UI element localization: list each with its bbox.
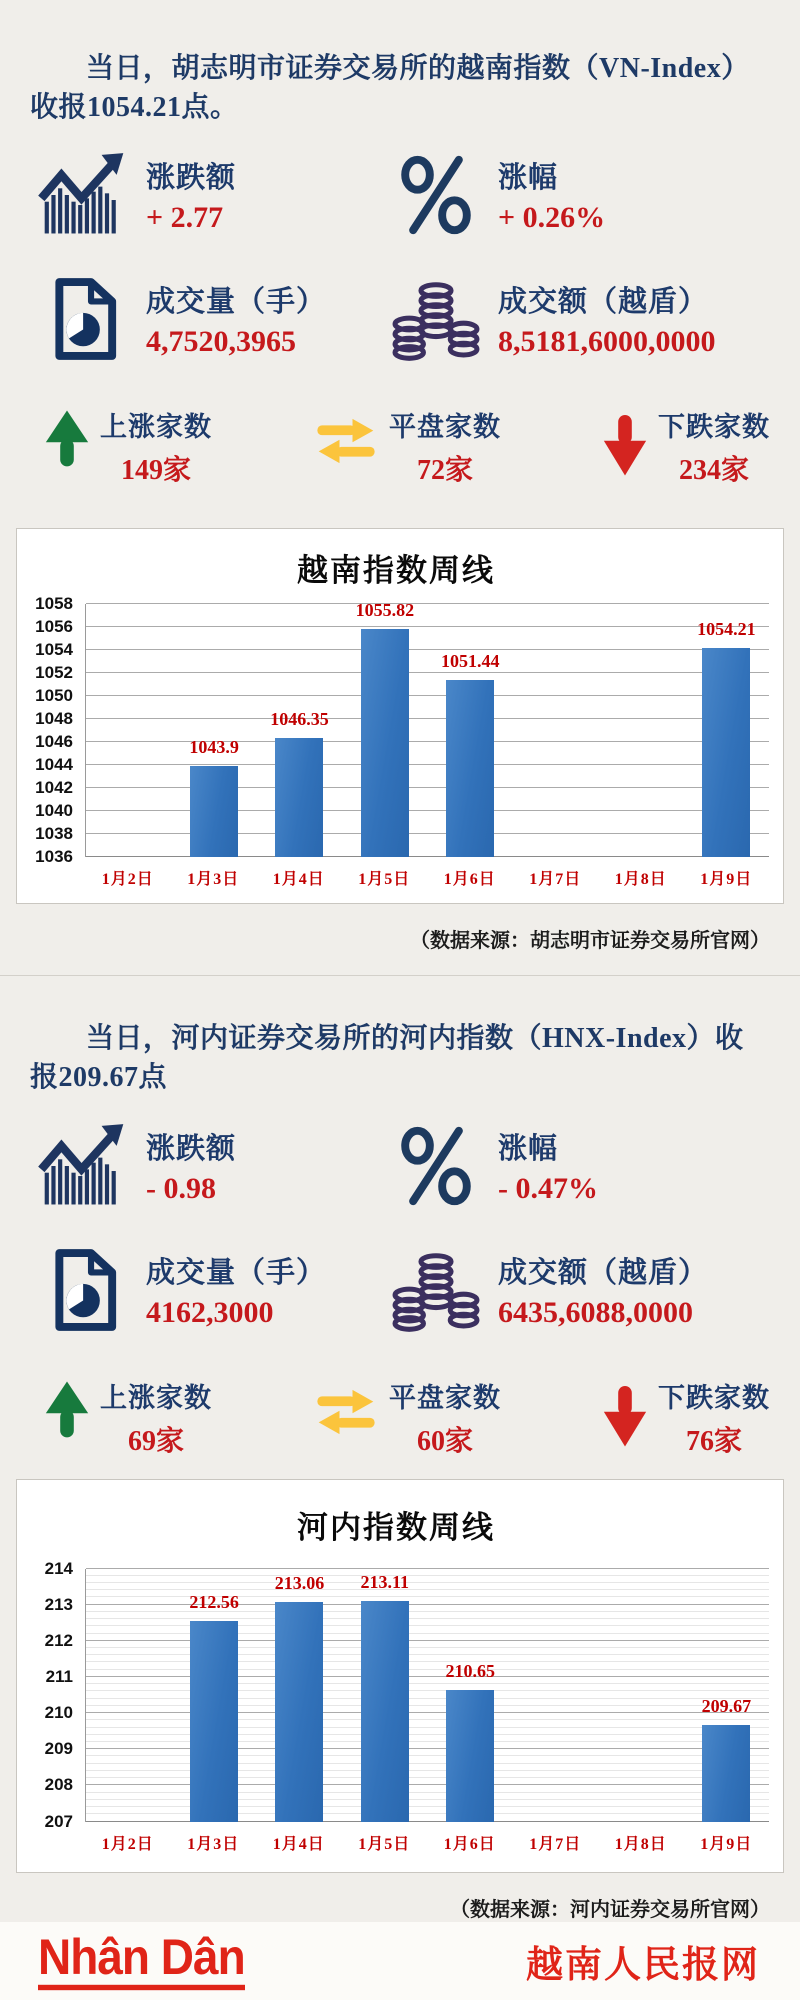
stat-value: 4,7520,3965 <box>146 325 296 359</box>
stat-change-amount <box>38 1122 390 1210</box>
bar <box>446 680 494 858</box>
bar-slot <box>598 1569 683 1822</box>
stat-volume <box>38 275 390 363</box>
y-tick-label: 1058 <box>35 594 73 614</box>
x-tick-label: 1月6日 <box>443 1835 496 1853</box>
down-arrow-icon <box>602 409 648 482</box>
y-tick-label: 212 <box>44 1630 73 1650</box>
bar-slot <box>513 1569 598 1822</box>
x-tick-label: 1月9日 <box>700 1835 753 1853</box>
x-tick-label: 1月4日 <box>272 871 325 889</box>
site-name: 越南人民报网 <box>526 1943 760 1985</box>
y-tick-label: 1054 <box>35 640 73 660</box>
bar-slot <box>342 1569 427 1822</box>
stat-label: 成交量（手） <box>146 286 327 319</box>
y-tick-label: 1040 <box>35 801 73 821</box>
bar <box>275 1602 323 1821</box>
bar-value-label: 213.11 <box>360 1571 410 1592</box>
document-pie-icon <box>38 1246 130 1334</box>
bar-value-label: 210.65 <box>445 1660 495 1681</box>
bar <box>190 766 238 857</box>
bar-value-label: 209.67 <box>701 1696 752 1716</box>
bar-slot <box>513 604 598 857</box>
bar-value-label: 213.06 <box>274 1573 325 1594</box>
bar-value-label: 212.56 <box>189 1591 239 1612</box>
chart-title: 河内指数周线 <box>297 1509 495 1545</box>
y-tick-label: 1052 <box>35 663 73 683</box>
y-tick-label: 211 <box>45 1666 73 1686</box>
breadth-label: 下跌家数 <box>658 412 770 443</box>
x-tick-label: 1月5日 <box>358 1835 411 1853</box>
bar-value-label: 1055.82 <box>355 600 415 621</box>
nhan-dan-logo: Nhân Dân <box>38 1931 245 1991</box>
bar <box>446 1690 494 1822</box>
hnx-index-weekly-chart <box>16 1479 784 1873</box>
bar-slot <box>342 600 427 857</box>
advancers <box>44 1376 212 1459</box>
stat-label: 成交量（手） <box>146 1256 327 1289</box>
down-arrow-icon <box>602 1380 648 1453</box>
x-tick-label: 1月2日 <box>101 871 154 889</box>
x-tick-label: 1月8日 <box>614 871 667 889</box>
stat-change-percent <box>390 1122 760 1210</box>
x-tick-label: 1月3日 <box>187 871 240 889</box>
chart-plot-area <box>85 1569 769 1822</box>
hnx-index-breadth <box>44 1376 770 1459</box>
hnx-index-source: （数据来源：河内证券交易所官网） <box>450 1898 770 1921</box>
unchanged <box>313 1376 501 1459</box>
breadth-label: 下跌家数 <box>658 1382 770 1413</box>
bar-slot <box>257 1569 342 1822</box>
stat-value: 8,5181,6000,0000 <box>498 325 716 359</box>
bar-value-label: 1051.44 <box>440 650 500 671</box>
bar-slot <box>86 604 171 857</box>
stat-label: 涨幅 <box>498 1132 559 1165</box>
bar <box>361 629 409 857</box>
bar-slot <box>171 1569 256 1822</box>
x-tick-label: 1月3日 <box>187 1835 240 1853</box>
breadth-value: 60家 <box>416 1425 473 1457</box>
up-arrow-icon <box>44 1380 90 1453</box>
stat-value: - 0.47% <box>498 1171 598 1205</box>
y-tick-label: 1036 <box>35 847 73 867</box>
chart-title: 越南指数周线 <box>297 553 495 589</box>
y-tick-label: 207 <box>44 1811 73 1831</box>
breadth-label: 上涨家数 <box>100 412 212 443</box>
bar <box>190 1621 238 1822</box>
stat-turnover <box>390 1246 760 1334</box>
y-tick-label: 1038 <box>35 824 73 844</box>
y-tick-label: 1046 <box>35 732 73 752</box>
y-tick-label: 214 <box>44 1558 73 1578</box>
unchanged <box>313 405 501 488</box>
x-tick-label: 1月7日 <box>529 871 582 889</box>
bar <box>361 1601 409 1822</box>
bar-slot <box>86 1569 171 1822</box>
stat-value: + 0.26% <box>498 201 606 235</box>
stat-label: 涨跌额 <box>146 162 237 195</box>
trend-chart-icon <box>38 1122 130 1210</box>
stat-value: 6435,6088,0000 <box>498 1295 693 1329</box>
y-tick-label: 213 <box>44 1594 73 1614</box>
bar-value-label: 1054.21 <box>697 618 756 639</box>
y-tick-label: 210 <box>44 1703 73 1723</box>
vn-index-breadth <box>44 405 770 488</box>
vn-index-title: 当日，胡志明市证券交易所的越南指数（VN-Index）收报1054.21点。 <box>30 53 750 123</box>
chart-y-axis <box>23 594 85 867</box>
decliners <box>602 405 770 488</box>
chart-x-axis <box>85 866 769 889</box>
bar-slot <box>684 1569 769 1822</box>
x-tick-label: 1月4日 <box>272 1835 325 1853</box>
bar-value-label: 1046.35 <box>270 709 329 730</box>
coins-icon <box>390 1246 482 1334</box>
stat-change-percent <box>390 151 760 239</box>
document-pie-icon <box>38 275 130 363</box>
up-arrow-icon <box>44 409 90 482</box>
chart-y-axis <box>23 1558 85 1831</box>
y-tick-label: 1056 <box>35 617 73 637</box>
bar-slot <box>257 604 342 857</box>
breadth-label: 上涨家数 <box>100 1382 212 1413</box>
breadth-value: 149家 <box>120 455 191 487</box>
bar-slot <box>598 604 683 857</box>
bar-slot <box>684 604 769 857</box>
y-tick-label: 209 <box>44 1739 73 1759</box>
percent-icon <box>390 1122 482 1210</box>
stat-label: 涨跌额 <box>146 1132 237 1165</box>
bar <box>702 648 750 857</box>
bar <box>702 1725 750 1822</box>
stat-change-amount <box>38 151 390 239</box>
stat-label: 涨幅 <box>498 162 559 195</box>
stat-value: - 0.98 <box>146 1171 216 1205</box>
x-tick-label: 1月9日 <box>700 871 753 889</box>
trend-chart-icon <box>38 151 130 239</box>
hnx-index-stats <box>38 1122 800 1370</box>
stat-value: 4162,3000 <box>146 1295 274 1329</box>
decliners <box>602 1376 770 1459</box>
x-tick-label: 1月8日 <box>614 1835 667 1853</box>
stat-label: 成交额（越盾） <box>498 1256 709 1289</box>
flat-arrows-icon <box>313 1386 379 1443</box>
x-tick-label: 1月5日 <box>358 871 411 889</box>
breadth-label: 平盘家数 <box>389 1382 501 1413</box>
section-divider <box>0 975 800 976</box>
bar <box>275 738 323 857</box>
y-tick-label: 1050 <box>35 686 73 706</box>
footer <box>0 1922 800 2000</box>
bar-value-label: 1043.9 <box>189 737 239 758</box>
percent-icon <box>390 151 482 239</box>
breadth-value: 76家 <box>685 1425 742 1457</box>
breadth-value: 234家 <box>678 455 749 487</box>
x-tick-label: 1月2日 <box>101 1835 154 1853</box>
bar-slot <box>171 604 256 857</box>
vn-index-source: （数据来源：胡志明市证券交易所官网） <box>410 930 770 953</box>
chart-plot-area <box>85 600 769 857</box>
breadth-value: 69家 <box>127 1425 184 1457</box>
coins-icon <box>390 275 482 363</box>
stat-value: + 2.77 <box>146 201 224 235</box>
y-tick-label: 208 <box>44 1775 73 1795</box>
bar-slot <box>428 1569 513 1822</box>
vn-index-weekly-chart <box>16 528 784 904</box>
chart-x-axis <box>85 1831 769 1854</box>
stat-turnover <box>390 275 760 363</box>
bar-slot <box>428 604 513 857</box>
x-tick-label: 1月6日 <box>443 871 496 889</box>
stat-volume <box>38 1246 390 1334</box>
advancers <box>44 405 212 488</box>
hnx-index-title: 当日，河内证券交易所的河内指数（HNX-Index）收报209.67点 <box>30 1023 744 1093</box>
flat-arrows-icon <box>313 415 379 472</box>
breadth-label: 平盘家数 <box>389 412 501 443</box>
y-tick-label: 1044 <box>35 755 73 775</box>
vn-index-stats <box>38 151 800 399</box>
breadth-value: 72家 <box>416 455 473 487</box>
y-tick-label: 1042 <box>35 778 73 798</box>
x-tick-label: 1月7日 <box>529 1835 582 1853</box>
stat-label: 成交额（越盾） <box>498 286 709 319</box>
y-tick-label: 1048 <box>35 709 73 729</box>
